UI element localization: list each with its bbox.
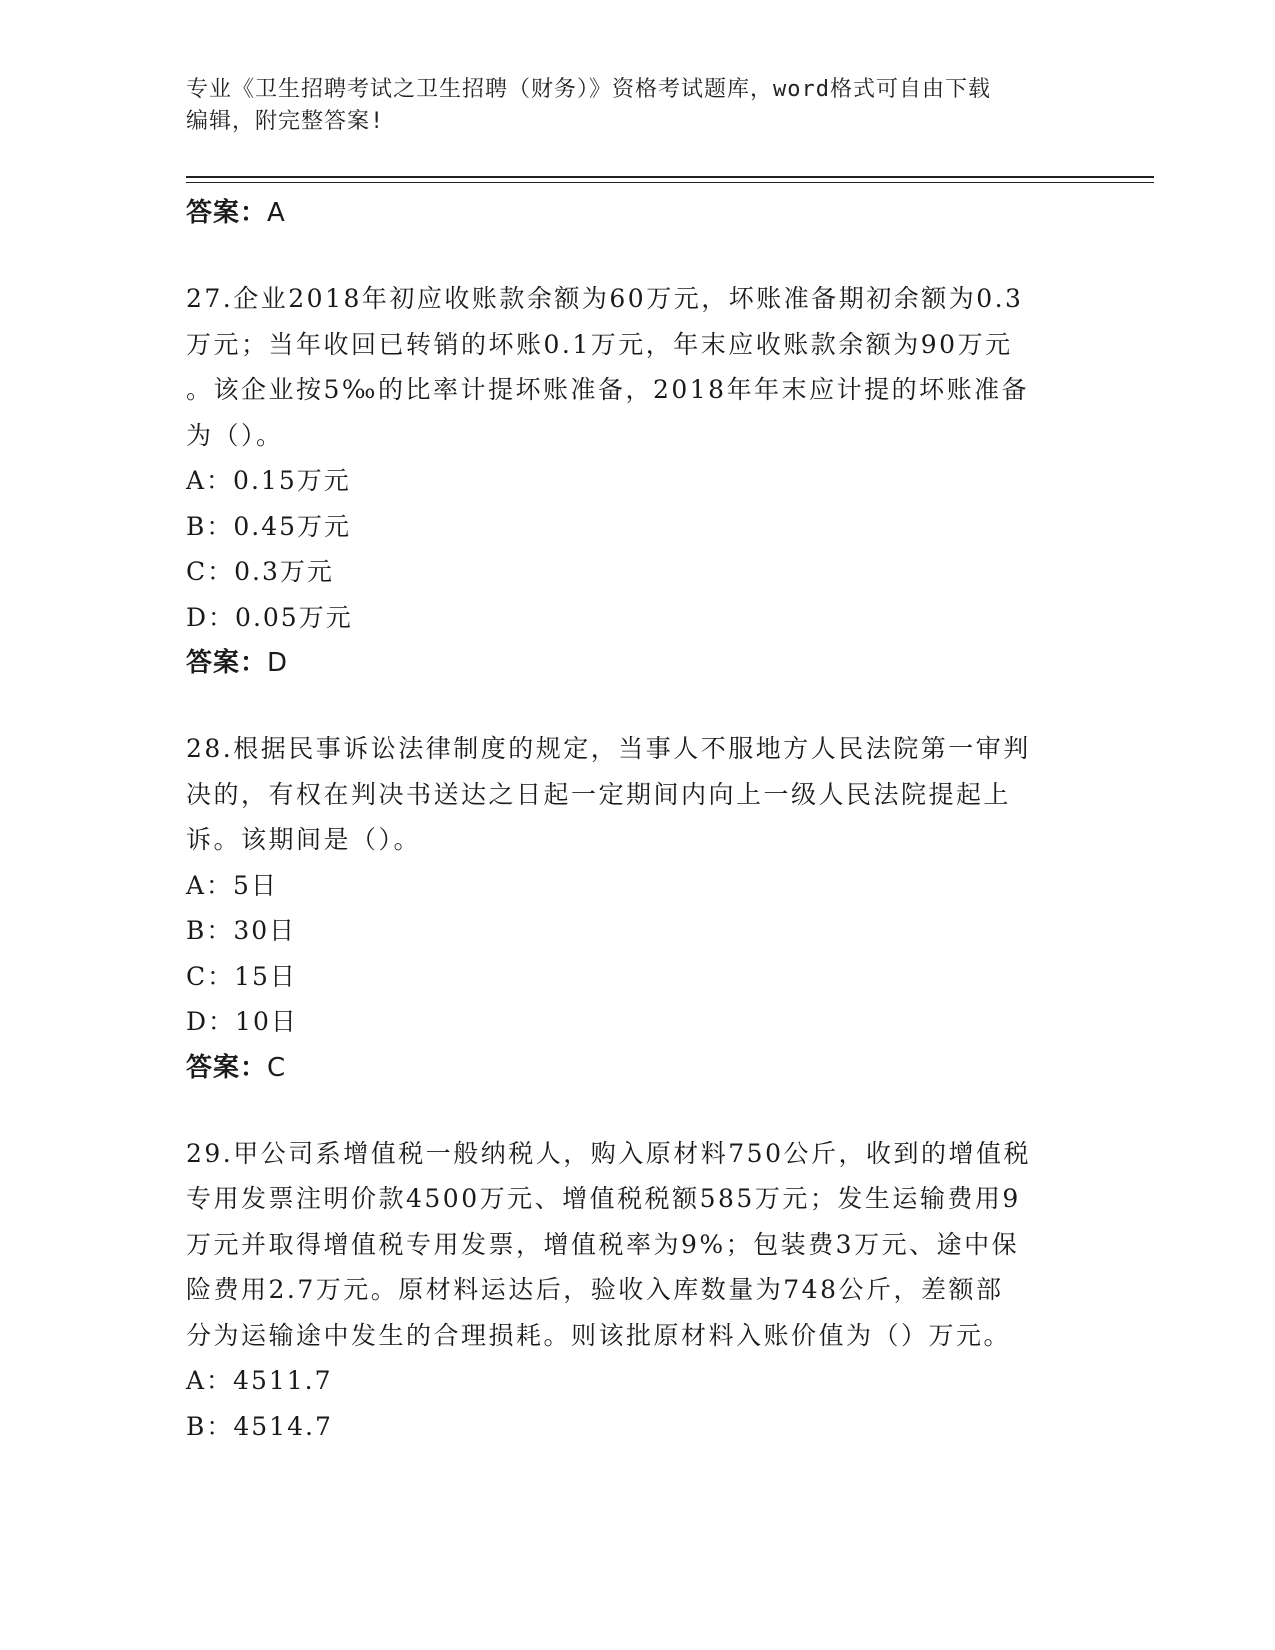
answer-line-previous: [186, 190, 1086, 236]
option-b: B：4514.7: [186, 1411, 333, 1441]
option-c: C：0.3万元: [186, 557, 334, 586]
header-line-2: 编辑，附完整答案!: [186, 109, 385, 134]
question-list: [186, 190, 1086, 1449]
option-d: D：0.05万元: [186, 602, 353, 632]
header-divider-thick: [186, 176, 1154, 178]
option-d: D：10日: [186, 1007, 298, 1036]
answer-label: 答案：: [186, 198, 268, 228]
answer-value: C: [267, 1052, 287, 1083]
answer-label: 答案：: [186, 1052, 268, 1083]
answer-label: 答案：: [186, 648, 268, 678]
question-text-line: 29.甲公司系增值税一般纳税人，购入原材料750公斤，收到的增值税: [186, 1138, 1031, 1168]
question-29: [186, 1131, 1086, 1450]
option-b: B：0.45万元: [186, 511, 352, 541]
header-divider-thin: [186, 182, 1154, 183]
answer-line: [186, 640, 1086, 686]
question-text-line: 分为运输途中发生的合理损耗。则该批原材料入账价值为（）万元。: [186, 1320, 1012, 1350]
question-text-line: 专用发票注明价款4500万元、增值税税额585万元；发生运输费用9: [186, 1184, 1021, 1213]
question-28: [186, 726, 1086, 1091]
option-a: A：4511.7: [186, 1366, 333, 1395]
question-text-line: 万元；当年收回已转销的坏账0.1万元，年末应收账款余额为90万元: [186, 329, 1013, 359]
option-b: B：30日: [186, 916, 297, 945]
answer-value: A: [267, 198, 286, 228]
question-text-line: 为（）。: [186, 420, 284, 450]
question-text-line: 决的，有权在判决书送达之日起一定期间内向上一级人民法院提起上: [186, 779, 1012, 809]
option-a: A：5日: [186, 870, 278, 900]
option-c: C：15日: [186, 961, 297, 991]
question-27: [186, 276, 1086, 686]
question-text-line: 28.根据民事诉讼法律制度的规定，当事人不服地方人民法院第一审判: [186, 734, 1031, 763]
answer-line: [186, 1045, 1086, 1091]
question-text-line: 27.企业2018年初应收账款余额为60万元，坏账准备期初余额为0.3: [186, 284, 1024, 313]
question-text-line: 万元并取得增值税专用发票，增值税率为9%；包装费3万元、途中保: [186, 1229, 1020, 1259]
option-a: A：0.15万元: [186, 466, 351, 495]
question-text-line: 诉。该期间是（）。: [186, 825, 422, 854]
question-text-line: 。该企业按5‰的比率计提坏账准备，2018年年末应计提的坏账准备: [186, 375, 1030, 404]
header-line-1: 专业《卫生招聘考试之卫生招聘（财务）》资格考试题库，word格式可自由下载: [186, 77, 991, 102]
question-text-line: 险费用2.7万元。原材料运达后，验收入库数量为748公斤，差额部: [186, 1275, 1004, 1304]
document-header: [186, 74, 1086, 138]
answer-value: D: [267, 648, 289, 678]
